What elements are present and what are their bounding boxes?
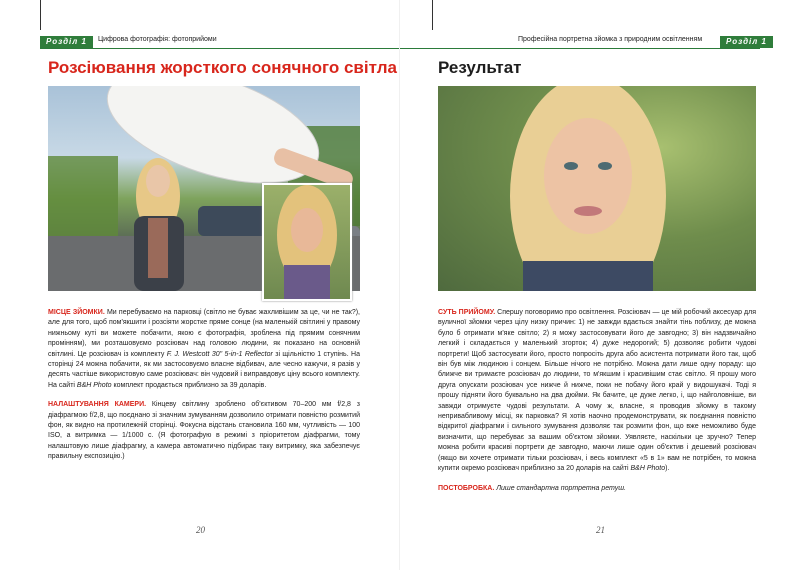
running-header: Професійна портретна зйомка з природним освітленням bbox=[518, 36, 703, 43]
paragraph-text: комплект продається приблизно за 39 доларів. bbox=[111, 381, 267, 389]
page-number: 21 bbox=[596, 525, 605, 535]
keyword-location: МІСЦЕ ЗЙОМКИ. bbox=[48, 309, 105, 316]
right-body-text bbox=[438, 308, 756, 503]
right-page bbox=[400, 0, 800, 570]
paragraph-text: Лише стандартна портретна ретуш. bbox=[494, 484, 626, 492]
paragraph-text: Спершу поговоримо про освітлення. Розсіювач — це мій робочий аксесуар для вуличної зйомки через цілу низку причин: 1) не завжди вдається знайти тінь поблизу, де можна було б отримати м'яке світло; 2) я можу застосовувати його де завгодно; 3) він надзвичайно легкий і складається у маленький згорток; 4) дуже недорогий; 5) дозволяє робити чудові портрети! Щоб застосувати його, просто попросіть друга або асистента потримати його так, щоб він був між людиною і сонцем. Більше нічого не потрібно. Можна дати лише одну пораду: що ближче ви тримаєте розсіювач до людини, то м'якшим і красивішим стає світло. Я прошу мого друга опускати розсіювач усе нижче й нижче, поки не побачу його край у видошукачі. Тоді я прошу підняти його буквально на два дюйми. Як бачите, це дуже легко, і, що найголовніше, ви завжди отримуєте чудові результати. А чому ж, власне, я проводив зйомку в такому непривабливому місці, як парковка? Я хотів наочно продемонструвати, як поєднання повністю відкритої діафрагми і сильного зумування дозволяє так розмити фон, що вже неможливо буде визначити, що перебуває за вашим об'єктом зйомки. Уявляєте, наскільки це зручно? Тепер можна робити красиві портрети де завгодно, маючи лише один об'єктив і дешевий розсіювач (якщо ви хочете отримати тільки розсіювач, і весь комплект «5 в 1» вам не потрібен, то можна купити окремо розсіювач приблизно за 20 доларів на сайті bbox=[438, 309, 756, 473]
paragraph-text: Кінцеву світлину зроблено об'єктивом 70–200 мм f/2,8 з діафрагмою f/2,8, що поєднано зі значним зумуванням дозволило отримати повністю розмитий фон, як видно на протилежній сторінці. Фокусна відстань становила 160 мм, чутливість — 100 ISO, а витримка — 1/1000 с. (Я фотографую в режимі з пріоритетом діафрагми, тому налаштовую лише діафрагму, а камера автоматично підбирає таку витримку, яка забезпечує правильну експозицію.) bbox=[48, 401, 360, 461]
paragraph-text: зі щільністю 1 ступінь. На сторінці 24 можна побачити, як ми застосовуємо власне відбивач, але чесно кажучи, я разів у десять частіше використовую саме розсіювач: він чудовий і виправдовує ціну всього комплекту. На сайті bbox=[48, 350, 360, 389]
left-header-rule bbox=[40, 36, 400, 49]
crop-mark bbox=[40, 0, 41, 30]
chapter-badge: Розділ 1 bbox=[720, 36, 773, 48]
chapter-badge: Розділ 1 bbox=[40, 36, 93, 48]
reflector-name: F. J. Westcott 30" 5-in-1 Reflector bbox=[166, 350, 273, 358]
store-name: B&H Photo bbox=[76, 381, 112, 389]
paragraph-postprocessing bbox=[438, 484, 756, 494]
store-name: B&H Photo bbox=[630, 465, 666, 473]
result-portrait-photo bbox=[438, 86, 756, 291]
keyword-camera-settings: НАЛАШТУВАННЯ КАМЕРИ. bbox=[48, 401, 147, 409]
page-number: 20 bbox=[196, 525, 205, 535]
paragraph-text: ). bbox=[665, 465, 670, 473]
result-portrait-scene bbox=[438, 86, 756, 291]
page-title: Розсіювання жорсткого сонячного світла bbox=[48, 58, 397, 77]
paragraph-technique bbox=[438, 308, 756, 475]
paragraph-camera-settings bbox=[48, 400, 360, 462]
inset-photo-direct-sun bbox=[262, 183, 352, 301]
keyword-technique: СУТЬ ПРИЙОМУ. bbox=[438, 309, 496, 316]
keyword-postprocessing: ПОСТОБРОБКА. bbox=[438, 484, 495, 492]
crop-mark bbox=[432, 0, 433, 30]
inset-photo-portrait bbox=[264, 185, 350, 299]
left-body-text bbox=[48, 308, 360, 472]
running-header: Цифрова фотографія: фотоприйоми bbox=[98, 36, 217, 43]
paragraph-location bbox=[48, 308, 360, 391]
paragraph-text: Ми перебуваємо на парковці (світло не буває жахливішим за це, чи не так?), але для того, щоб пом'якшити і розсіяти жорстке пряме сонце (на маленькій світлині у правому нижньому куті ви можете побачити, якою є фотографія, зроблена під прямим сонячним промінням), ми розташовуємо розсіювач над головою людини, як показано на основній світлині. Це розсіювач із комплекту bbox=[48, 309, 360, 358]
page-title: Результат bbox=[438, 58, 522, 77]
